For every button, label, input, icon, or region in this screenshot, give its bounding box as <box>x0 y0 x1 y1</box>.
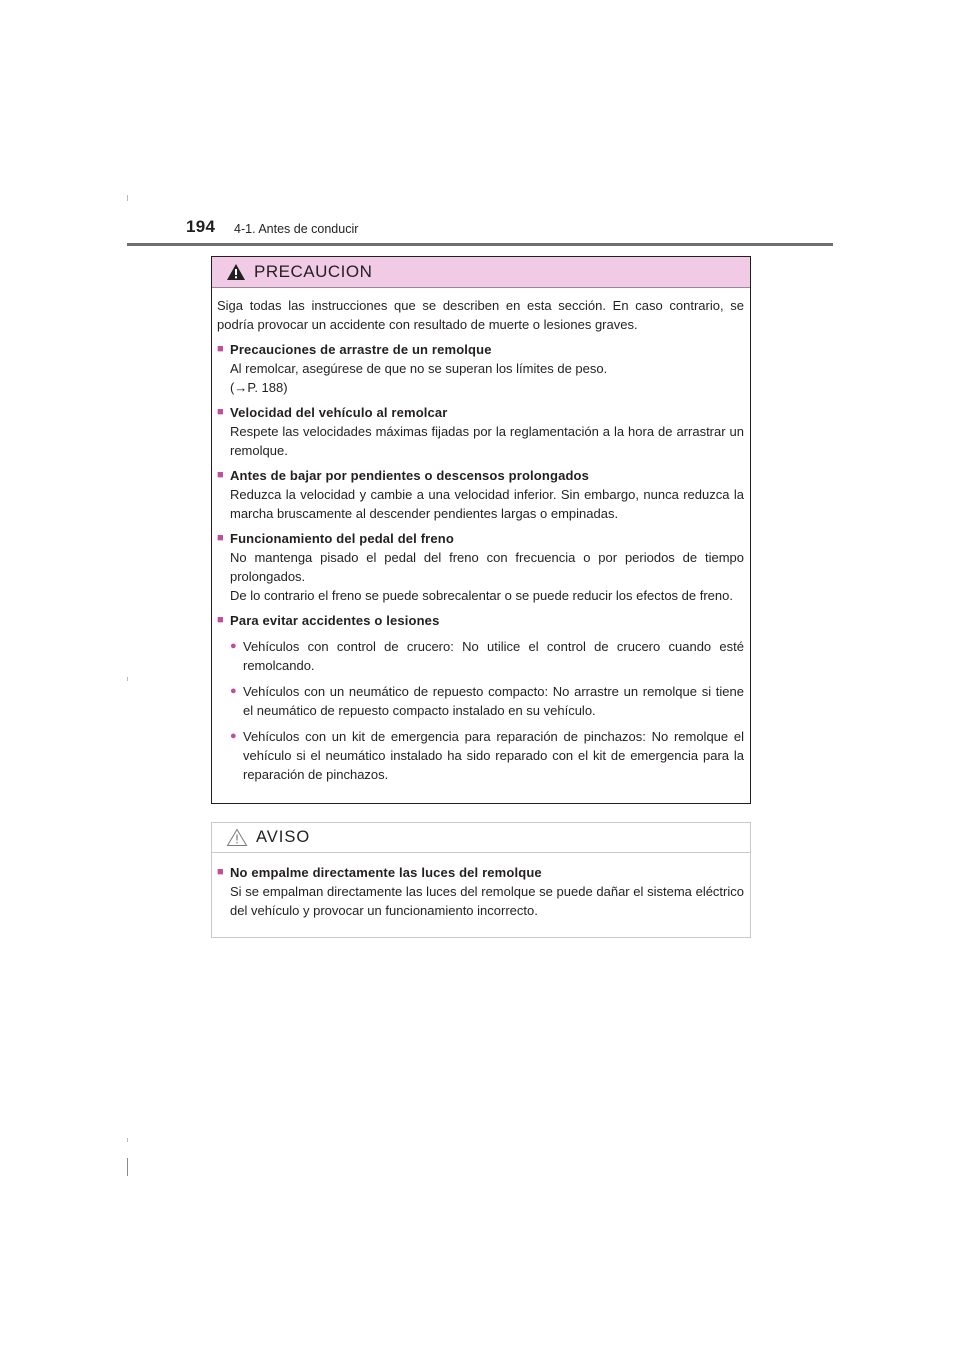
square-bullet-icon: ■ <box>217 614 224 626</box>
notice-header <box>212 823 750 853</box>
square-bullet-icon: ■ <box>217 532 224 544</box>
list-item: ● Vehículos con control de crucero: No utilice el control de crucero cuando esté remolcando. <box>230 639 744 673</box>
section-body: Al remolcar, asegúrese de que no se superan los límites de peso. <box>230 361 608 376</box>
round-bullet-icon: ● <box>230 685 237 697</box>
square-bullet-icon: ■ <box>217 406 224 418</box>
square-bullet-icon: ■ <box>217 469 224 481</box>
crop-mark <box>127 677 128 681</box>
square-bullet-icon: ■ <box>217 866 224 878</box>
section-body: No mantenga pisado el pedal del freno con frecuencia o por periodos de tiempo prolongados. <box>230 550 744 584</box>
crop-mark <box>127 1158 128 1176</box>
caution-intro: Siga todas las instrucciones que se describen en esta sección. En caso contrario, se podría provocar un accidente con resultado de muerte o lesiones graves. <box>217 298 744 332</box>
caution-body <box>212 288 750 784</box>
round-bullet-icon: ● <box>230 730 237 742</box>
notice-box <box>211 822 751 938</box>
warning-triangle-outline-icon <box>226 828 248 847</box>
notice-body <box>212 853 750 920</box>
section-body: Si se empalman directamente las luces del remolque se puede dañar el sistema eléctrico del vehículo y provocar un funcionamiento incorrecto. <box>230 884 744 918</box>
round-bullet-icon: ● <box>230 640 237 652</box>
caution-title: PRECAUCION <box>254 262 373 281</box>
caution-box <box>211 256 751 804</box>
section-heading: ■ Precauciones de arrastre de un remolque <box>217 342 492 357</box>
page-number: 194 <box>186 217 216 236</box>
section-body: Reduzca la velocidad y cambie a una velocidad inferior. Sin embargo, nunca reduzca la marcha bruscamente al descender pendientes largas o empinadas. <box>230 487 744 521</box>
list-item: ● Vehículos con un neumático de repuesto compacto: No arrastre un remolque si tiene el neumático de repuesto compacto instalado en su vehículo. <box>230 684 744 718</box>
page-reference: (→P. 188) <box>230 380 288 395</box>
caution-header <box>212 257 750 288</box>
section-body: De lo contrario el freno se puede sobrecalentar o se puede reducir los efectos de freno. <box>230 588 733 603</box>
section-heading: ■ Velocidad del vehículo al remolcar <box>217 405 448 420</box>
square-bullet-icon: ■ <box>217 343 224 355</box>
section-heading: ■ Para evitar accidentes o lesiones <box>217 613 440 628</box>
crop-mark <box>127 195 128 201</box>
list-item: ● Vehículos con un kit de emergencia para reparación de pinchazos: No remolque el vehículo si el neumático instalado ha sido reparado con el kit de emergencia para la reparación de pinchazos. <box>230 729 744 782</box>
section-heading: ■ No empalme directamente las luces del remolque <box>217 865 542 880</box>
warning-triangle-filled-icon <box>226 263 246 281</box>
crop-mark <box>127 1138 128 1142</box>
section-heading: ■ Funcionamiento del pedal del freno <box>217 531 454 546</box>
notice-title: AVISO <box>256 828 311 846</box>
section-title: 4-1. Antes de conducir <box>234 222 359 236</box>
section-body: Respete las velocidades máximas fijadas por la reglamentación a la hora de arrastrar un remolque. <box>230 424 744 458</box>
header-rule <box>127 243 833 246</box>
section-heading: ■ Antes de bajar por pendientes o descensos prolongados <box>217 468 590 483</box>
